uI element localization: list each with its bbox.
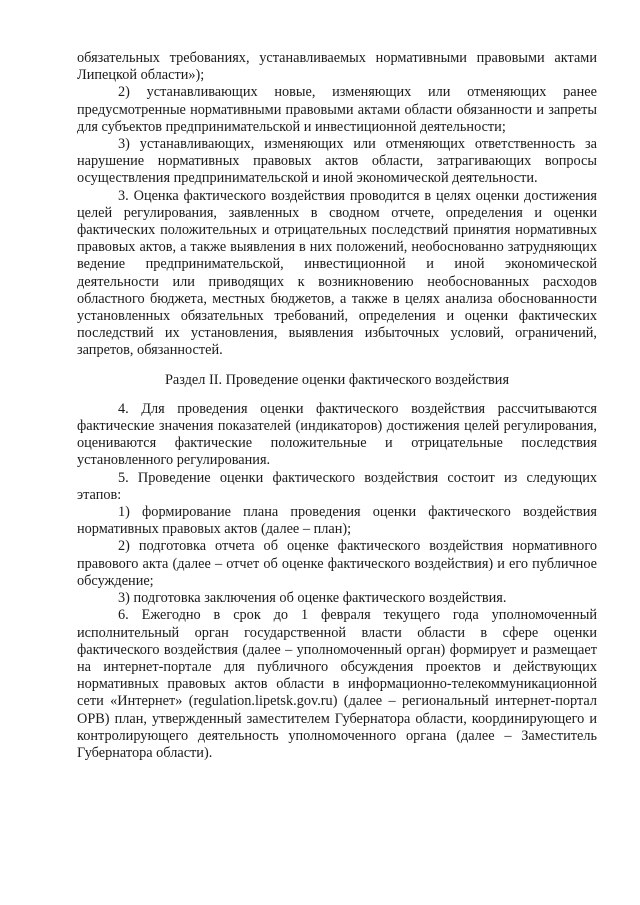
point-6-paragraph: 6. Ежегодно в срок до 1 февраля текущего года уполномоченный исполнительный орган государственной власти области в сфере оценки фактического воздействия (далее – уполномоченный орган) формирует и размещает на интернет-портале для публичного обсуждения проектов и действующих нормативных правовых актов области в информационно-телекоммуникационной сети «Интернет» (regulation.lipetsk.gov.ru) (далее – региональный интернет-портал ОРВ) план, утвержденный заместителем Губернатора области, координирующего и контролирующего деятельность уполномоченного органа (далее – Заместитель Губернатора области).: [77, 607, 597, 761]
spacer: [77, 389, 597, 401]
list-item-2: 2) устанавливающих новые, изменяющих или отменяющих ранее предусмотренные нормативными правовыми актами области обязанности и запреты для субъектов предпринимательской и инвестиционной деятельности;: [77, 84, 597, 135]
stage-3-item: 3) подготовка заключения об оценке фактического воздействия.: [118, 590, 507, 607]
point-3-paragraph: 3. Оценка фактического воздействия проводится в целях оценки достижения целей регулирования, заявленных в сводном отчете, определения и оценки фактических положительных и отрицательных последствий принятия нормативных правовых актов, а также выявления в них положений, необоснованно затрудняющих ведение предпринимательской, инвестиционной и иной экономической деятельности или приводящих к возникновению необоснованных расходов областного бюджета, местных бюджетов, а также в целях анализа обоснованности установленных обязательных требований, определения и оценки фактических последствий их установления, выявления избыточных условий, ограничений, запретов, обязанностей.: [77, 187, 597, 359]
point-5-paragraph: 5. Проведение оценки фактического воздействия состоит из следующих этапов:: [77, 469, 597, 503]
point-4-paragraph: 4. Для проведения оценки фактического воздействия рассчитываются фактические значения показателей (индикаторов) достижения целей регулирования, оцениваются фактические положительные и отрицательные последствия установленного регулирования.: [77, 400, 597, 469]
list-item-3: 3) устанавливающих, изменяющих или отменяющих ответственность за нарушение нормативных правовых актов области, затрагивающих вопросы осуществления предпринимательской и иной экономической деятельности.: [77, 136, 597, 187]
section-heading: Раздел II. Проведение оценки фактического воздействия: [164, 371, 510, 388]
spacer: [77, 360, 597, 372]
stage-2-item: 2) подготовка отчета об оценке фактического воздействия нормативного правового акта (далее – отчет об оценке фактического воздействия) и его публичное обсуждение;: [77, 538, 597, 589]
paragraph-continuation: обязательных требованиях, устанавливаемых нормативными правовыми актами Липецкой области»);: [77, 50, 597, 84]
stage-1-item: 1) формирование плана проведения оценки фактического воздействия нормативных правовых актов (далее – план);: [77, 504, 597, 538]
